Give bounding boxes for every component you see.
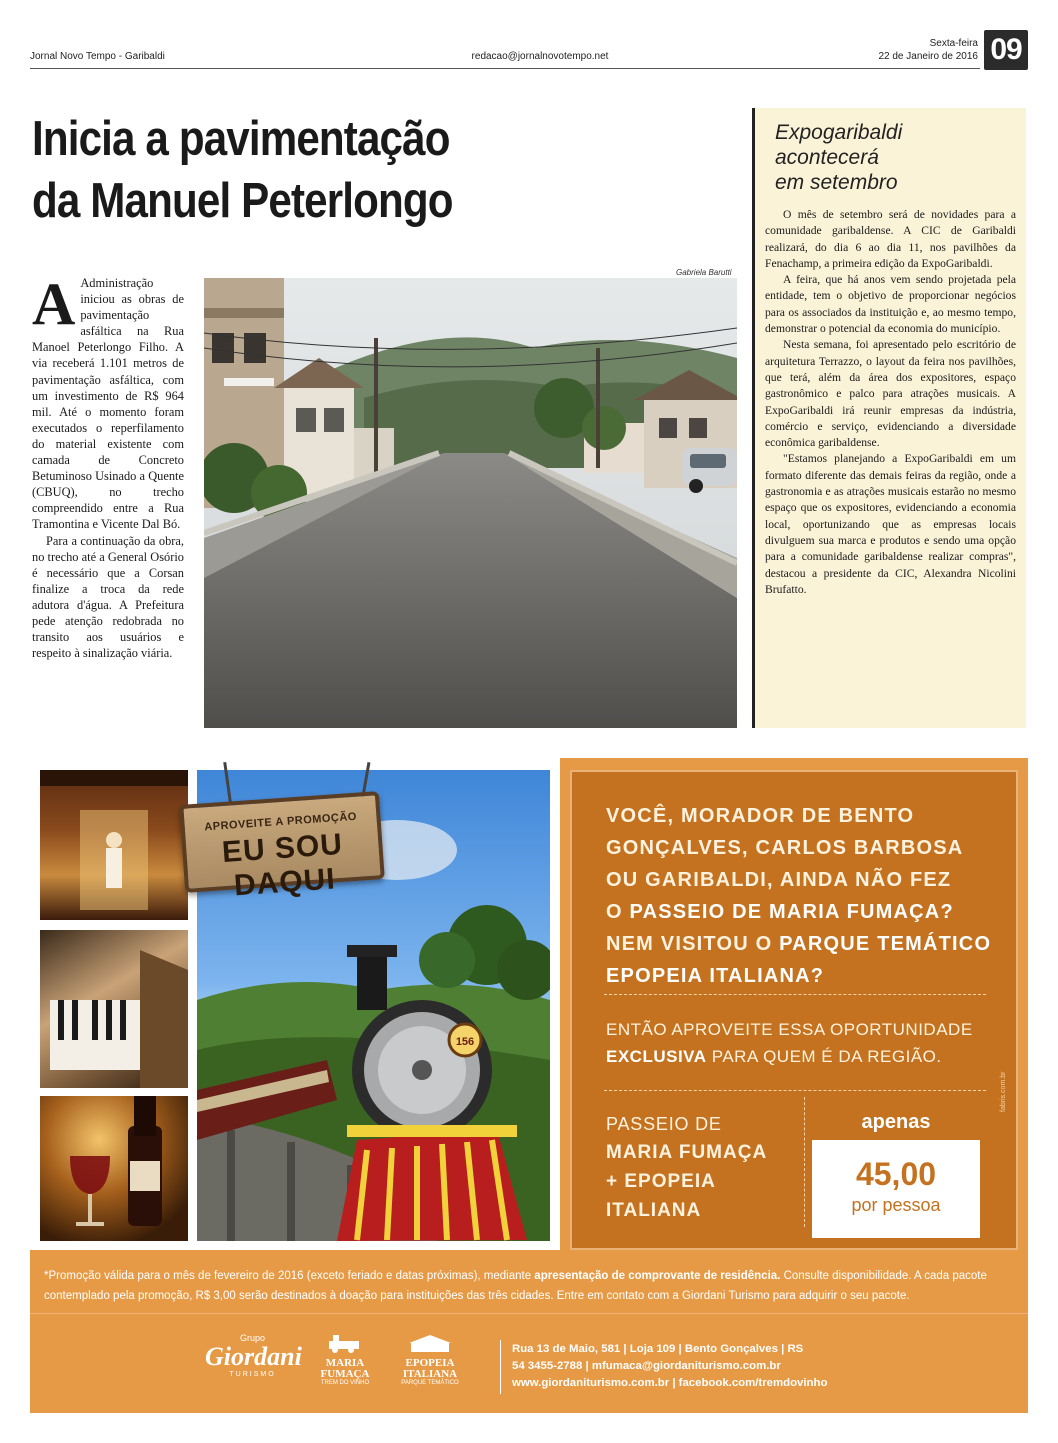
ad-offer-exclusive: EXCLUSIVA: [606, 1047, 707, 1066]
article-headline: [32, 108, 514, 232]
ad-question-line-3: OU GARIBALDI, AINDA NÃO FEZ: [606, 869, 952, 891]
locomotive-number: 156: [455, 1036, 475, 1048]
sidebar-paragraph-3: Nesta semana, foi apresentado pelo escritório de arquitetura Terrazzo, o layout da feira nos pavilhões, que terá, além da área dos expositores, espaço gastronômico e palco para atrações musicais. A ExpoGaribaldi irá reunir empresas da indústria, comércio e serviço, evidenciando a diversidade econômica garibaldense.: [765, 338, 1016, 450]
fine-print-c: Consulte disponibilidade. A cada pacote contemplado pela promoção, R$ 3,00 serão destinados à doação para instituições das três cidades. Entre em contato com a Giordani Turismo para adquirir o seu pacote.: [44, 1270, 987, 1302]
ad-vertical-divider: [804, 1097, 805, 1227]
giordani-logo-top: Grupo: [239, 1333, 265, 1343]
maria-fumaca-logo-1: MARIA: [325, 1357, 365, 1369]
ad-package: [606, 1110, 806, 1225]
headline-line-2: da Manuel Peterlongo: [32, 174, 453, 228]
headline-line-1: Inicia a pavimentação: [32, 112, 450, 166]
paper-name: Jornal Novo Tempo - Garibaldi: [30, 51, 165, 62]
ad-package-line-4: [606, 1196, 806, 1225]
contact-separator: [500, 1340, 501, 1394]
promo-sign-big: EU SOU DAQUI: [220, 827, 344, 903]
ad-question-line-5b: PARQUE TEMÁTICO: [779, 933, 992, 955]
train-icon: [325, 1333, 365, 1353]
ad-package-line-3: [606, 1167, 806, 1196]
accordion-photo: [40, 930, 188, 1088]
ad-divider-1: [604, 994, 986, 995]
ad-question-line-6: EPOPEIA ITALIANA?: [606, 965, 825, 987]
ad-question-line-4: [606, 896, 1006, 928]
street-photo-illustration: [204, 278, 737, 728]
promo-sign-small: APROVEITE A PROMOÇÃO: [203, 810, 358, 834]
ad-contact: [512, 1341, 827, 1392]
price-label: apenas: [812, 1104, 980, 1140]
ad-question-line-2: GONÇALVES, CARLOS BARBOSA: [606, 837, 964, 859]
ad-package-line-2-text: MARIA FUMAÇA: [606, 1142, 768, 1163]
promo-sign: [179, 791, 385, 903]
ad-question-line-4b: PASSEIO DE MARIA FUMAÇA?: [629, 901, 954, 923]
ad-offer-text: [606, 1016, 1006, 1070]
contact-phone-email[interactable]: 54 3455-2788 | mfumaca@giordaniturismo.com.br: [512, 1360, 781, 1372]
theater-illustration: [40, 770, 188, 920]
ad-photo-panel: [30, 758, 560, 1250]
agency-credit: fabris.com.br: [1000, 1071, 1007, 1112]
price-value: 45,00: [855, 1156, 937, 1192]
article-paragraph-1-text: Administração iniciou as obras de pavimentação asfáltica na Rua Manoel Peterlongo Filho. A via receberá 1.101 metros de pavimentação asfáltica, com um investimento de R$ 964 mil. Até o momento foram executados o reperfilamento do material existente com camada de Concreto Betuminoso Usinado a Quente (CBUQ), no trecho compreendido entre a Rua Tramontina e Vicente Dal Bó.: [32, 276, 184, 532]
weekday: Sexta-feira: [929, 38, 978, 49]
fine-print-b: apresentação de comprovante de residência.: [534, 1270, 781, 1282]
ad-question: [606, 800, 1006, 992]
sidebar-title-line-2: acontecerá: [775, 146, 879, 169]
epopeia-logo-3: PARQUE TEMÁTICO: [401, 1380, 459, 1386]
ad-package-line-2: [606, 1138, 806, 1167]
maria-fumaca-logo-2: FUMAÇA: [320, 1368, 370, 1380]
ad-offer-line-1: ENTÃO APROVEITE ESSA OPORTUNIDADE: [606, 1020, 973, 1039]
ad-question-line-5: [606, 928, 1006, 960]
giordani-logo: [205, 1333, 300, 1378]
ad-question-line-4a: O: [606, 901, 630, 923]
photo-credit: Gabriela Barutti: [676, 268, 732, 277]
ad-package-line-1: PASSEIO DE: [606, 1114, 722, 1134]
ad-package-line-4-text: ITALIANA: [606, 1200, 702, 1221]
epopeia-logo-1: EPOPEIA: [405, 1357, 455, 1369]
sidebar-paragraph-1: O mês de setembro será de novidades para a comunidade garibaldense. A CIC de Garibaldi realizará, do dia 6 ao dia 11, nos pavilhões da Fenachamp, a primeira edição da ExpoGaribaldi.: [765, 208, 1016, 270]
fine-print-a: *Promoção válida para o mês de fevereiro de 2016 (exceto feriado e datas próximas), mediante: [44, 1270, 535, 1282]
giordani-logo-sub: TURISMO: [229, 1371, 276, 1378]
wine-photo: [40, 1096, 188, 1241]
theater-photo: [40, 770, 188, 920]
masthead-rule: [30, 68, 980, 69]
sidebar-paragraph-4: "Estamos planejando a ExpoGaribaldi em um formato diferente das demais feiras da região, onde a gastronomia e as atrações musicais estarão no mesmo espaço que os expositores, evidenciando a economia local, oportunizando que as empresas locais divulguem sua marca e produtos e sendo uma opção para a comunidade garibaldense realizar compras", destacou a presidente da CIC, Alexandra Nicolini Brufatto.: [765, 452, 1016, 596]
price-unit: por pessoa: [851, 1195, 941, 1215]
ad-offer-panel: [570, 770, 1018, 1250]
ad-package-line-3-text: + EPOPEIA: [606, 1171, 716, 1192]
sidebar-title-line-1: Expogaribaldi: [775, 121, 903, 144]
sidebar-title-line-3: em setembro: [775, 171, 898, 194]
masthead-email[interactable]: redacao@jornalnovotempo.net: [471, 51, 609, 62]
contact-web[interactable]: www.giordaniturismo.com.br | facebook.com/tremdovinho: [512, 1377, 828, 1389]
article-body: [32, 271, 184, 661]
issue-date: 22 de Janeiro de 2016: [878, 51, 978, 62]
advertisement: [30, 758, 1028, 1413]
ad-fine-print: [44, 1266, 1014, 1306]
sidebar-body: [765, 207, 1016, 598]
epopeia-logo: [390, 1333, 470, 1386]
drop-cap: A: [32, 271, 76, 337]
ad-offer-line-2-rest: PARA QUEM É DA REGIÃO.: [706, 1047, 942, 1066]
ad-question-line-1: VOCÊ, MORADOR DE BENTO: [606, 805, 915, 827]
price-box: [812, 1104, 980, 1238]
page-number: 09: [984, 30, 1028, 70]
article-paragraph-2: Para a continuação da obra, no trecho até a General Osório é necessário que a Corsan finalize a troca da rede adutora d'água. A Prefeitura pede atenção redobrada no transito aos usuários e respeito à sinalização viária.: [32, 533, 184, 661]
ad-question-line-5a: NEM VISITOU O: [606, 933, 780, 955]
giordani-logo-name: Giordani: [205, 1342, 302, 1371]
article-paragraph-1: [32, 271, 184, 533]
accordion-illustration: [40, 930, 188, 1088]
sidebar-title: [765, 120, 1016, 195]
ad-divider-2: [604, 1090, 986, 1091]
maria-fumaca-logo: [310, 1333, 380, 1386]
masthead: [30, 30, 1028, 72]
wine-illustration: [40, 1096, 188, 1241]
ad-footer-rule: [30, 1313, 1028, 1314]
ad-logos: [205, 1333, 475, 1397]
maria-fumaca-logo-3: TREM DO VINHO: [320, 1380, 370, 1386]
epopeia-logo-2: ITALIANA: [402, 1368, 458, 1380]
sidebar-article: [752, 108, 1026, 728]
contact-address: Rua 13 de Maio, 581 | Loja 109 | Bento Gonçalves | RS: [512, 1343, 804, 1355]
building-icon: [405, 1333, 455, 1353]
sidebar-paragraph-2: A feira, que há anos vem sendo projetada pela entidade, tem o objetivo de proporcionar negócios para os associados da instituição e, ao mesmo tempo, demonstrar o potencial da economia do município.: [765, 273, 1016, 336]
street-photo: [204, 278, 737, 728]
ad-offer-line-2: [606, 1043, 1006, 1070]
